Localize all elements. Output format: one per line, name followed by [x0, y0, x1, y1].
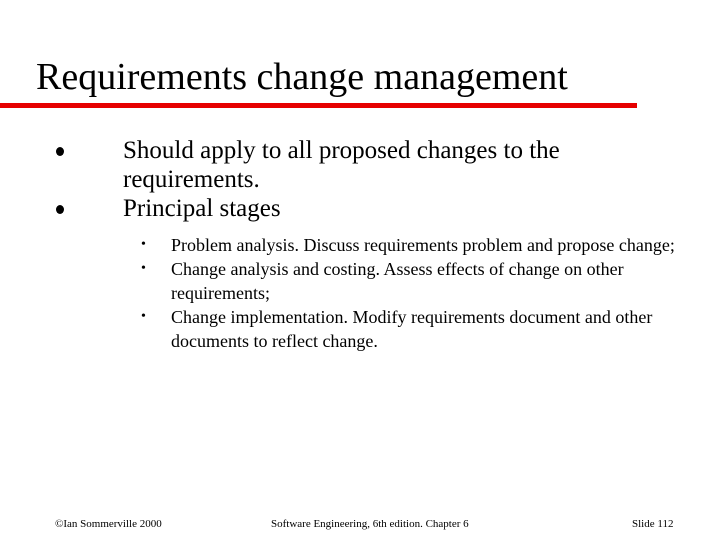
sub-bullet-item [0, 305, 687, 353]
slide-title: Requirements change management [36, 56, 568, 98]
bullet-dot-icon [56, 147, 64, 156]
sub-bullet-dot-icon: • [141, 261, 146, 276]
bullet-dot-icon [56, 205, 64, 214]
bullet-item [0, 194, 675, 353]
sub-bullet-item [0, 233, 687, 257]
bullet-list [0, 136, 720, 353]
bullet-text: Should apply to all proposed changes to the requirements. [123, 137, 560, 193]
footer-book-info: Software Engineering, 6th edition. Chapter 6 [271, 518, 469, 530]
sub-bullet-dot-icon: • [141, 309, 146, 324]
sub-bullet-list [123, 233, 675, 353]
bullet-text: Principal stages [123, 195, 281, 222]
sub-bullet-text: Change analysis and costing. Assess effects of change on other requirements; [171, 259, 624, 303]
footer-slide-number: Slide 112 [632, 518, 674, 530]
footer-copyright: ©Ian Sommerville 2000 [55, 518, 162, 530]
sub-bullet-text: Problem analysis. Discuss requirements problem and propose change; [171, 235, 675, 255]
sub-bullet-text: Change implementation. Modify requirements document and other documents to reflect change. [171, 307, 653, 351]
bullet-item [0, 136, 643, 194]
sub-bullet-dot-icon: • [141, 237, 146, 252]
title-underline [0, 103, 637, 108]
sub-bullet-item [0, 257, 687, 305]
